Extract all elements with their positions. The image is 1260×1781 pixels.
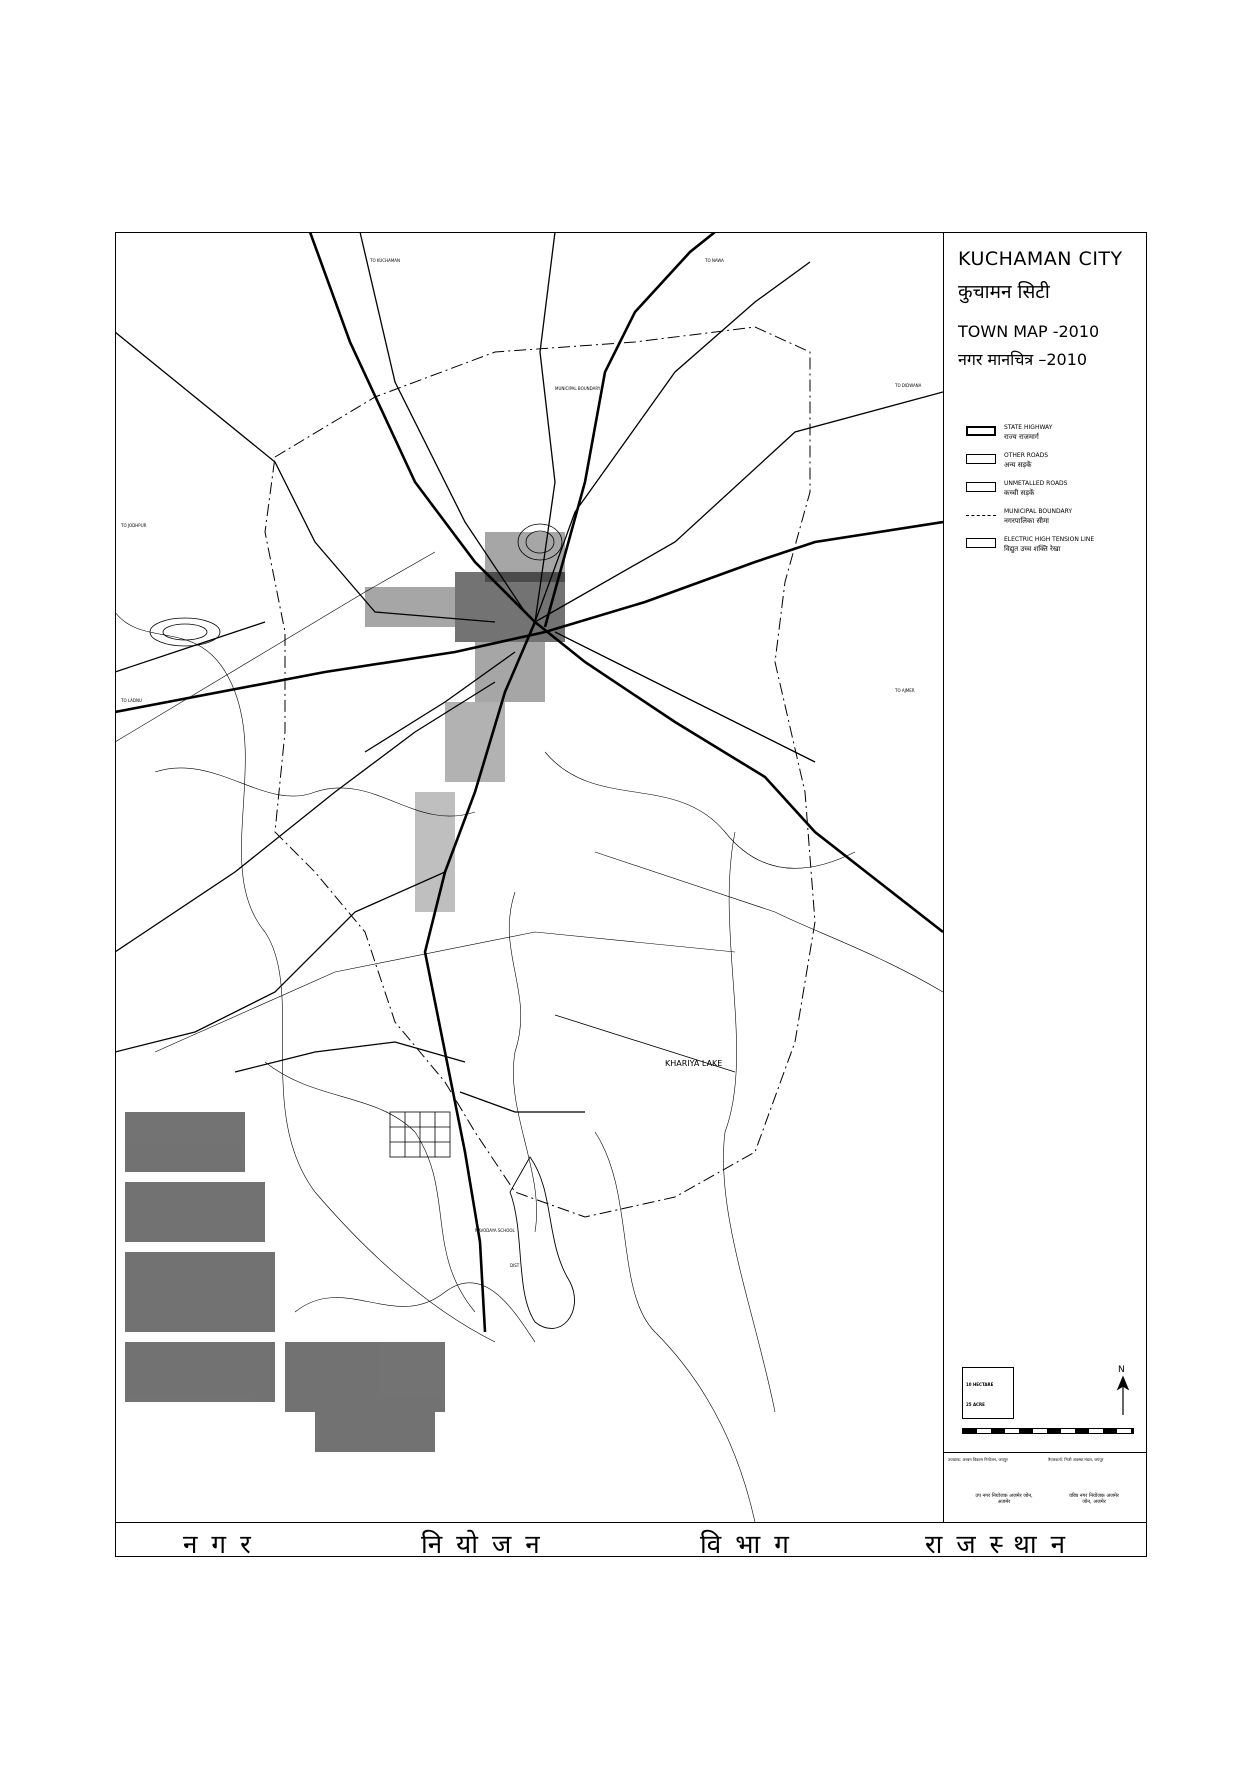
grid-colony (390, 1112, 450, 1157)
legend-item-municipal-boundary: MUNICIPAL BOUNDARY नगरपालिका सीमा (966, 508, 1141, 536)
legend-item-unmetalled-roads: UNMETALLED ROADS कच्ची सड़कें (966, 480, 1141, 508)
to-jodhpur: TO JODHPUR (121, 523, 147, 528)
title-hindi: कुचामन सिटी (958, 281, 1050, 303)
legend-item-electric-line: ELECTRIC HIGH TENSION LINE विद्युत उच्च शक्ति रेखा (966, 536, 1141, 564)
north-arrow-icon: N (1112, 1369, 1134, 1419)
area-scale-box: 10 HECTARE 25 ACRE (962, 1367, 1014, 1419)
subtitle-english: TOWN MAP -2010 (958, 322, 1100, 341)
legend-item-state-highway: STATE HIGHWAY राज्य राजमार्ग (966, 424, 1141, 452)
legend-item-other-roads: OTHER ROADS अन्य सड़कें (966, 452, 1141, 480)
to-kuchaman: TO KUCHAMAN (370, 258, 401, 263)
west-hill (150, 618, 220, 646)
footer-word-1: नगर (183, 1530, 265, 1560)
state-highway-symbol (966, 426, 996, 436)
municipal-boundary (265, 327, 815, 1217)
legend-panel (943, 232, 1147, 1522)
legend (966, 424, 1141, 564)
title-english: KUCHAMAN CITY (958, 248, 1123, 270)
municipal-boundary-symbol (966, 515, 996, 516)
info-box: उपखण्ड: अरबन विकास नियोजन, जयपुर तैयारकर्ता: निजी अवस्था मंडल, जयपुर उप नगर नियोजक अजमेर जोन, अजमेर वरिष्ठ नगर नियोजक अजमेर जोन, अजमेर (944, 1452, 1146, 1523)
electric-line-symbol (966, 538, 996, 548)
subtitle-hindi: नगर मानचित्र –2010 (958, 350, 1088, 369)
footer-word-2: नियोजन (421, 1530, 554, 1560)
unmetalled-roads-symbol (966, 482, 996, 492)
sw-forest (125, 1112, 445, 1452)
footer-word-3: विभाग (700, 1530, 803, 1560)
dist-label: DIST (510, 1263, 520, 1268)
other-roads-symbol (966, 454, 996, 464)
scale-bar (962, 1428, 1134, 1434)
lake-strip (510, 1157, 575, 1328)
footer-word-4: राजस्थान (925, 1530, 1080, 1560)
town-map[interactable] (115, 232, 943, 1522)
signature-left: उप नगर नियोजक अजमेर जोन, अजमेर (975, 1493, 1033, 1505)
to-nawa: TO NAWA (705, 258, 724, 263)
lake-label: KHARIYA LAKE (665, 1059, 723, 1068)
old-town (365, 532, 565, 912)
to-didwana: TO DIDWANA (895, 383, 922, 388)
to-ladnu: TO LADNU (121, 698, 142, 703)
to-ajmer: TO AJMER (895, 688, 915, 693)
footer-banner (115, 1522, 1147, 1560)
municipal-boundary-label: MUNICIPAL BOUNDARY (555, 386, 601, 391)
signature-right: वरिष्ठ नगर नियोजक अजमेर जोन, अजमेर (1069, 1493, 1119, 1505)
navodaya-label: NAVODAYA SCHOOL (475, 1228, 515, 1233)
